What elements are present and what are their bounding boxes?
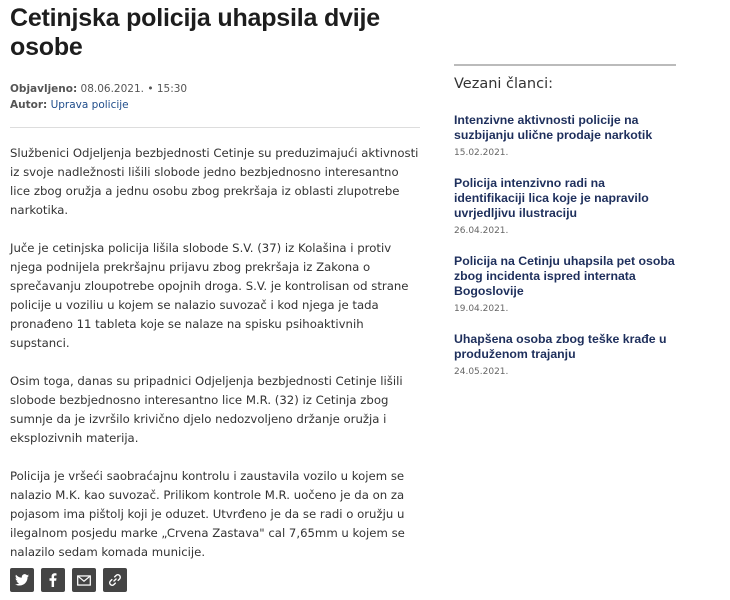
related-item-title[interactable]: Intenzivne aktivnosti policije na suzbijanju ulične prodaje narkotik <box>454 113 653 142</box>
article-title: Cetinjska policija uhapsila dvije osobe <box>10 4 380 61</box>
related-item-date: 19.04.2021. <box>454 304 509 314</box>
facebook-icon <box>49 573 57 587</box>
related-item-title[interactable]: Policija na Cetinju uhapsila pet osoba zbog incidenta ispred internata Bogoslovije <box>454 254 675 298</box>
author-link[interactable]: Uprava policije <box>50 99 129 111</box>
related-item <box>454 113 676 158</box>
paragraph: Osim toga, danas su pripadnici Odjeljenja bezbjednosti Cetinje lišili slobode bezbjednosno interesantno lice M.R. (32) iz Cetinja zbog sumnje da je izvršilo krivično djelo nedozvoljeno držanje oružja i eksplozivnih materija. <box>10 374 403 445</box>
author-row <box>10 97 420 113</box>
email-share-button[interactable] <box>72 568 96 592</box>
related-item <box>454 254 676 314</box>
related-item-date: 24.05.2021. <box>454 367 509 377</box>
paragraph: Juče je cetinjska policija lišila slobode S.V. (37) iz Kolašina i protiv njega podnijela prekršajnu prijavu zbog prekršaja iz Zakona o sprečavanju zloupotrebe opojnih droga. S.V. je kontrolisan od strane policije u voziliu u kojem se nalazio suvozač i kod njega je tada pronađeno 11 tableta koje se nalaze na spisku psihoaktivnih supstanci. <box>10 241 409 350</box>
twitter-icon <box>15 574 29 586</box>
author-label: Autor: <box>10 99 48 111</box>
related-item <box>454 332 676 377</box>
related-item-title[interactable]: Uhapšena osoba zbog teške krađe u produženom trajanju <box>454 332 667 361</box>
related-divider <box>454 64 676 66</box>
published-value: 08.06.2021. • 15:30 <box>80 83 188 95</box>
related-item-date: 15.02.2021. <box>454 148 509 158</box>
paragraph: Službenici Odjeljenja bezbjednosti Cetinje su preduzimajući aktivnosti iz svoje nadležnosti lišili slobode jedno bezbjednosno interesantno lice zbog oružja a jednu osobu zbog prekršaja iz oblasti zlupotrebe narkotika. <box>10 146 419 217</box>
article <box>10 0 420 581</box>
article-body <box>10 144 420 562</box>
article-meta <box>10 81 420 113</box>
published-row <box>10 81 420 97</box>
copy-link-button[interactable] <box>103 568 127 592</box>
related-item <box>454 176 676 236</box>
related-item-date: 26.04.2021. <box>454 226 509 236</box>
meta-divider <box>10 127 420 128</box>
paragraph: Policija je vršeći saobraćajnu kontrolu i zaustavila vozilo u kojem se nalazio M.K. kao suvozač. Prilikom kontrole M.R. uočeno je da on za pojasom ima pištolj koji je oduzet. Utvrđeno je da se radi o oružju u ilegalnom posjedu marke „Crvena Zastava" cal 7,65mm u kojem se nalazilo sedam komada municije. <box>10 469 405 559</box>
link-icon <box>108 573 122 587</box>
facebook-share-button[interactable] <box>41 568 65 592</box>
published-label: Objavljeno: <box>10 83 78 95</box>
twitter-share-button[interactable] <box>10 568 34 592</box>
related-articles <box>454 64 676 377</box>
related-heading: Vezani članci: <box>454 76 554 92</box>
related-item-title[interactable]: Policija intenzivno radi na identifikaciji lica koje je napravilo uvrjedljivu ilustraciju <box>454 176 649 220</box>
share-bar <box>10 568 127 592</box>
email-icon <box>77 575 91 586</box>
